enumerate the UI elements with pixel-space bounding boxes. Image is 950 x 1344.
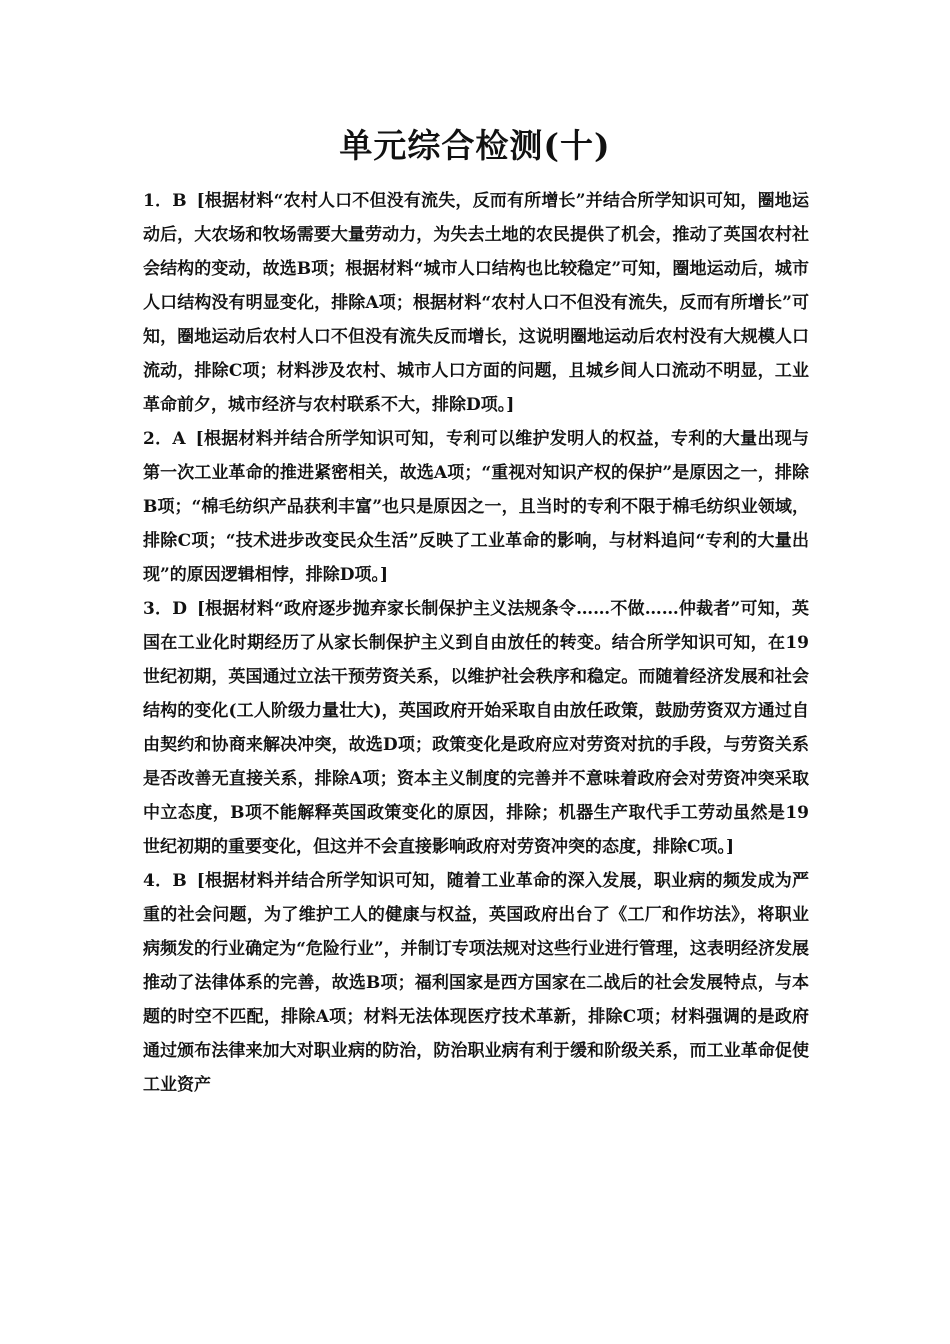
answer-item-2: [143, 422, 809, 592]
answer-item-4: [143, 864, 809, 1102]
answer-number: 2．A: [143, 429, 186, 449]
answer-explanation: [根据材料并结合所学知识可知，专利可以维护发明人的权益，专利的大量出现与第一次工业革命的推进紧密相关，故选A项；“重视对知识产权的保护”是原因之一，排除B项；“棉毛纺织产品获利丰富”也只是原因之一，且当时的专利不限于棉毛纺织业领域，排除C项；“技术进步改变民众生活”反映了工业革命的影响，与材料追问“专利的大量出现”的原因逻辑相悖，排除D项。]: [143, 429, 809, 585]
answer-number: 1．B: [143, 191, 187, 211]
answer-number: 3．D: [143, 599, 187, 619]
answer-item-1: [143, 184, 809, 422]
answer-item-3: [143, 592, 809, 864]
answer-list: [143, 184, 809, 1102]
page-title: 单元综合检测(十): [339, 126, 611, 165]
answer-explanation: [根据材料“农村人口不但没有流失，反而有所增长”并结合所学知识可知，圈地运动后，大农场和牧场需要大量劳动力，为失去土地的农民提供了机会，推动了英国农村社会结构的变动，故选B项；根据材料“城市人口结构也比较稳定”可知，圈地运动后，城市人口结构没有明显变化，排除A项；根据材料“农村人口不但没有流失，反而有所增长”可知，圈地运动后农村人口不但没有流失反而增长，这说明圈地运动后农村没有大规模人口流动，排除C项；材料涉及农村、城市人口方面的问题，且城乡间人口流动不明显，工业革命前夕，城市经济与农村联系不大，排除D项。]: [143, 191, 809, 415]
answer-number: 4．B: [143, 871, 187, 891]
answer-explanation: [根据材料“政府逐步抛弃家长制保护主义法规条令……不做……仲裁者”可知，英国在工业化时期经历了从家长制保护主义到自由放任的转变。结合所学知识可知，在19世纪初期，英国通过立法干预劳资关系，以维护社会秩序和稳定。而随着经济发展和社会结构的变化(工人阶级力量壮大)，英国政府开始采取自由放任政策，鼓励劳资双方通过自由契约和协商来解决冲突，故选D项；政策变化是政府应对劳资对抗的手段，与劳资关系是否改善无直接关系，排除A项；资本主义制度的完善并不意味着政府会对劳资冲突采取中立态度，B项不能解释英国政策变化的原因，排除；机器生产取代手工劳动虽然是19世纪初期的重要变化，但这并不会直接影响政府对劳资冲突的态度，排除C项。]: [143, 599, 809, 857]
answer-explanation: [根据材料并结合所学知识可知，随着工业革命的深入发展，职业病的频发成为严重的社会问题，为了维护工人的健康与权益，英国政府出台了《工厂和作坊法》，将职业病频发的行业确定为“危险行业”，并制订专项法规对这些行业进行管理，这表明经济发展推动了法律体系的完善，故选B项；福利国家是西方国家在二战后的社会发展特点，与本题的时空不匹配，排除A项；材料无法体现医疗技术革新，排除C项；材料强调的是政府通过颁布法律来加大对职业病的防治，防治职业病有利于缓和阶级关系，而工业革命促使工业资产: [143, 871, 809, 1095]
